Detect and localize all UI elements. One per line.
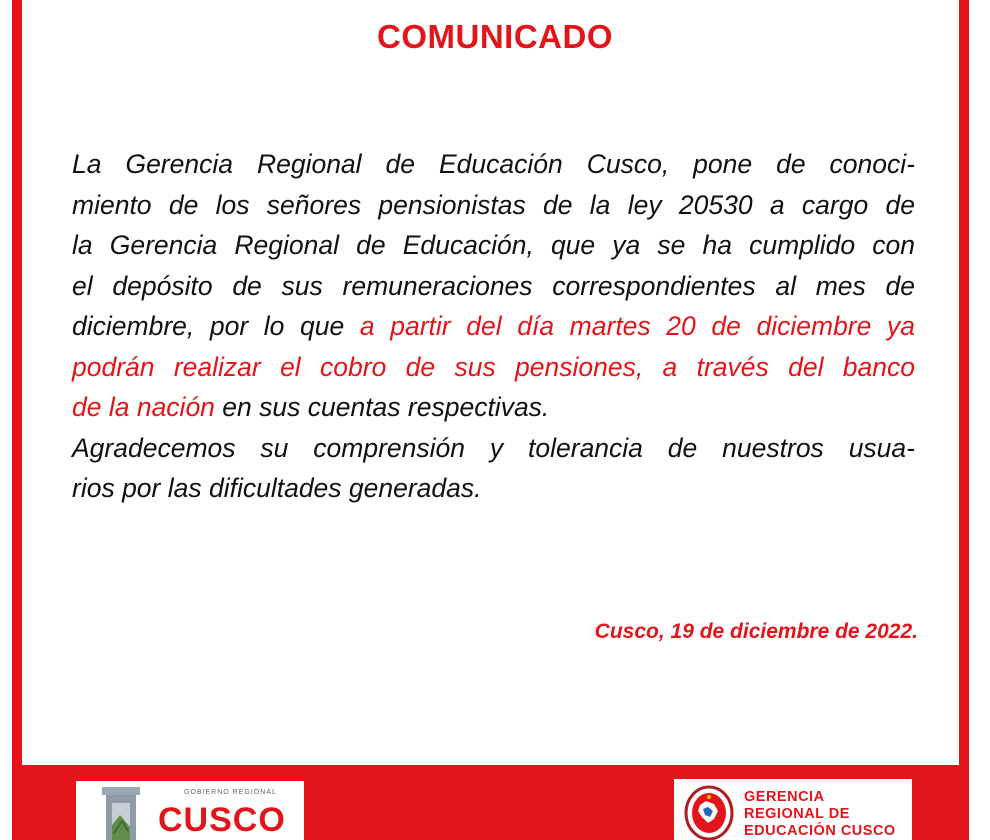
highlighted-text: de la nación xyxy=(72,392,215,422)
announcement-body xyxy=(72,144,915,509)
body-text-segment: miento de los señores pensionistas de la ley 20530 a cargo de xyxy=(72,189,915,220)
date-line: Cusco, 19 de diciembre de 2022. xyxy=(594,620,918,643)
body-text-segment: en sus cuentas respectivas. xyxy=(214,392,550,422)
logo-cusco-word: CUSCO xyxy=(158,801,286,839)
gerencia-regional-logo xyxy=(674,779,912,840)
paragraph-line xyxy=(72,225,915,266)
gerencia-logo-line: REGIONAL DE xyxy=(744,806,850,822)
body-text-segment: el depósito de sus remuneraciones correspondientes al mes de xyxy=(72,270,915,301)
stone-tower-icon xyxy=(98,785,144,840)
gerencia-logo-line: GERENCIA xyxy=(744,789,825,805)
page-title: COMUNICADO xyxy=(377,18,613,55)
paragraph-line xyxy=(72,387,915,428)
paragraph-line xyxy=(72,428,915,469)
paragraph-line xyxy=(72,266,915,307)
body-text-segment: rios por las dificultades generadas. xyxy=(72,473,482,503)
highlighted-text: podrán realizar el cobro de sus pensiones, a través del banco xyxy=(72,351,915,382)
paragraph-line xyxy=(72,347,915,388)
gerencia-logo-text xyxy=(744,789,896,840)
body-text-segment: Agradecemos su comprensión y tolerancia de nuestros usua- xyxy=(72,432,915,463)
highlighted-text: a partir del día martes 20 de diciembre ya xyxy=(359,311,915,341)
paragraph-line xyxy=(72,185,915,226)
regional-seal-icon xyxy=(684,783,734,840)
gobierno-regional-cusco-logo xyxy=(76,781,304,840)
paragraph-line xyxy=(72,306,915,347)
body-text-segment: La Gerencia Regional de Educación Cusco, pone de conoci- xyxy=(72,149,915,179)
body-text-segment: la Gerencia Regional de Educación, que ya se ha cumplido con xyxy=(72,230,915,260)
body-text-segment: diciembre, por lo que xyxy=(72,311,360,341)
paragraph-line xyxy=(72,144,915,185)
paragraph-line xyxy=(72,468,915,509)
gerencia-logo-line: EDUCACIÓN CUSCO xyxy=(744,823,896,839)
logo-small-text: GOBIERNO REGIONAL xyxy=(184,789,277,796)
